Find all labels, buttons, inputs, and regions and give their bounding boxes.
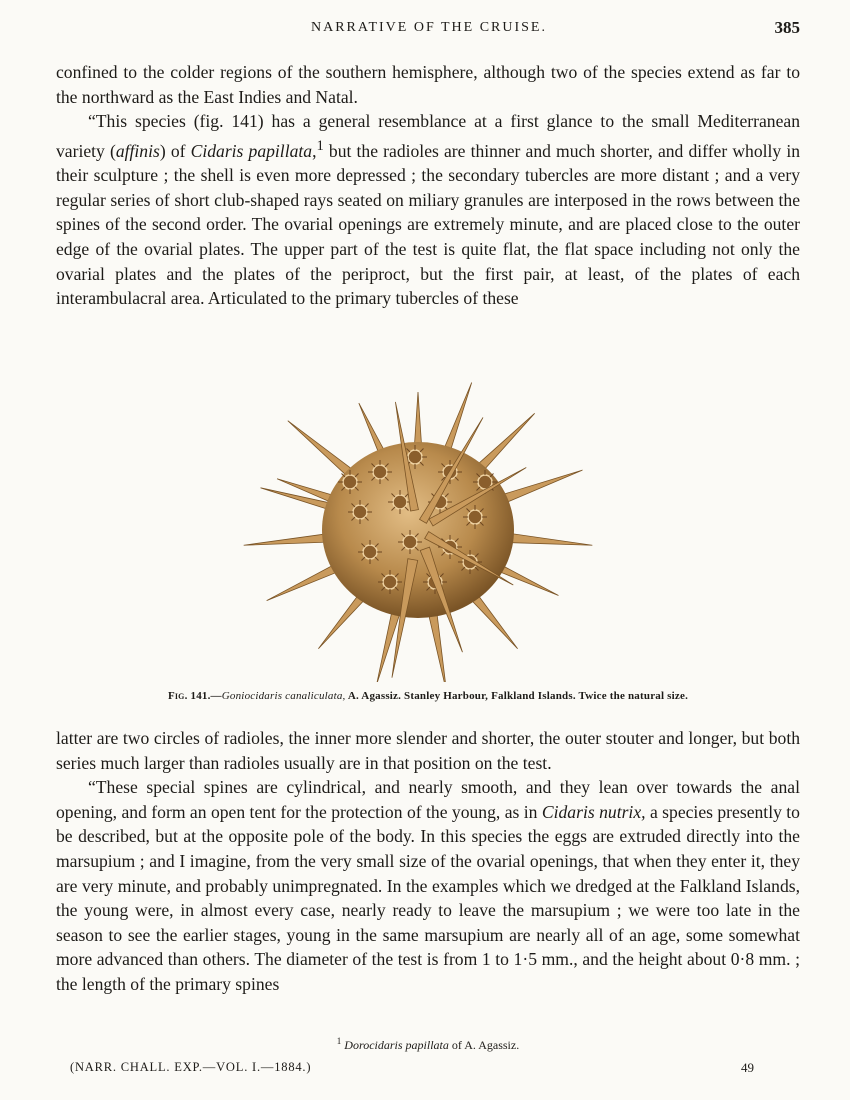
paragraph-radioles: latter are two circles of radioles, the inner more slender and shorter, the outer stouter and longer, but both series much larger than radioles usually are in that position on the test. [56,728,800,773]
figure-sea-urchin [240,352,600,682]
text-run: “This species (fig. 141) has a general resemblance at a first glance to the small Mediterranean variety ( [56,111,800,161]
sea-urchin-illustration [240,352,600,682]
figure-caption-rest: A. Agassiz. Stanley Harbour, Falkland Islands. Twice the natural size. [345,690,689,702]
signature-line: (NARR. CHALL. EXP.—VOL. I.—1884.) [70,1060,312,1074]
paragraph-species-description: “This species (fig. 141) has a general resemblance at a first glance to the small Mediterranean variety (affinis) of Cidaris papillata,$^1$ but the radioles are thinner and much shorter, and differ wholly in their sculpture ; the shell is even more depressed ; the secondary tubercles are more distant ; and a very regular series of short club-shaped rays seated on miliary granules are interposed in the rows between the spines of the second order. The ovarial openings are extremely minute, and are placed close to the outer edge of the ovarial plates. The upper part of the test is quite flat, the flat space including not only the ovarial plates and the plates of the periproct, but the first pair, at least, of the plates of each interambulacral area. Articulated to the primary tubercles of these [56,111,801,309]
tubercle [383,575,397,589]
text-run: ) of [159,140,191,161]
tubercle [408,450,422,464]
paragraph-spines [56,775,800,996]
tubercle [373,465,387,479]
species-name: Cidaris papillata [190,140,313,161]
figure-species: Goniocidaris canaliculata, [221,690,346,702]
footnote-marker: 1 [336,1036,342,1046]
body-text-bottom [56,726,800,997]
species-name: Cidaris nutrix, [541,801,646,822]
footnote-rest: of A. Agassiz. [448,1038,520,1052]
tubercle [468,510,482,524]
footnote-species: Dorocidaris papillata [344,1038,449,1052]
running-head [58,20,800,44]
tubercle [403,535,417,549]
sheet-number: 49 [741,1060,754,1075]
tubercle [393,495,407,509]
running-title: NARRATIVE OF THE CRUISE. [311,20,547,35]
text-run: but the radioles are thinner and much shorter, and differ wholly in their sculpture ; the shell is even more depressed ; the secondary tubercles are more distant ; and a very regular series of short club-shaped rays seated on miliary granules are interposed in the rows between the spines of the second order. The ovarial openings are extremely minute, and are placed close to the outer edge of the ovarial plates. The upper part of the test is quite flat, the flat space including not only the ovarial plates and the plates of the periproct, but the first pair, at least, of the plates of each interambulacral area. Articulated to the primary tubercles of these [56,140,801,309]
footnote-ref: 1 [316,137,324,154]
footnote [56,1036,800,1053]
text-run: a species presently to be described, but at the opposite pole of the body. In this species the eggs are extruded directly into the marsupium ; and I imagine, from the very small size of the ovarial openings, that when they enter it, they are very minute, and probably unimpregnated. In the examples which we dredged at the Falkland Islands, the young were, in almost every case, nearly ready to leave the marsupium ; we were too late in the season to see the earlier stages, young in the same marsupium are nearly all of an age, some somewhat more advanced than others. The diameter of the test is from 1 to 1·5 mm., and the height about 0·8 mm. ; the length of the primary spines [56,801,800,994]
paragraph-continuation: confined to the colder regions of the southern hemisphere, although two of the species extend as far to the northward as the East Indies and Natal. [56,62,800,107]
tubercle [343,475,357,489]
tubercle [353,505,367,519]
tubercle [363,545,377,559]
variety-name: affinis [115,140,160,161]
page-number: 385 [774,18,800,37]
test-body [322,442,514,618]
text-run: “These special spines are cylindrical, and nearly smooth, and they lean over towards the anal opening, and form an open tent for the protection of the young, as in [56,777,800,822]
spine [502,532,592,545]
figure-label: Fig. 141.— [167,690,222,702]
body-text-top [56,60,800,311]
figure-caption [56,690,800,702]
